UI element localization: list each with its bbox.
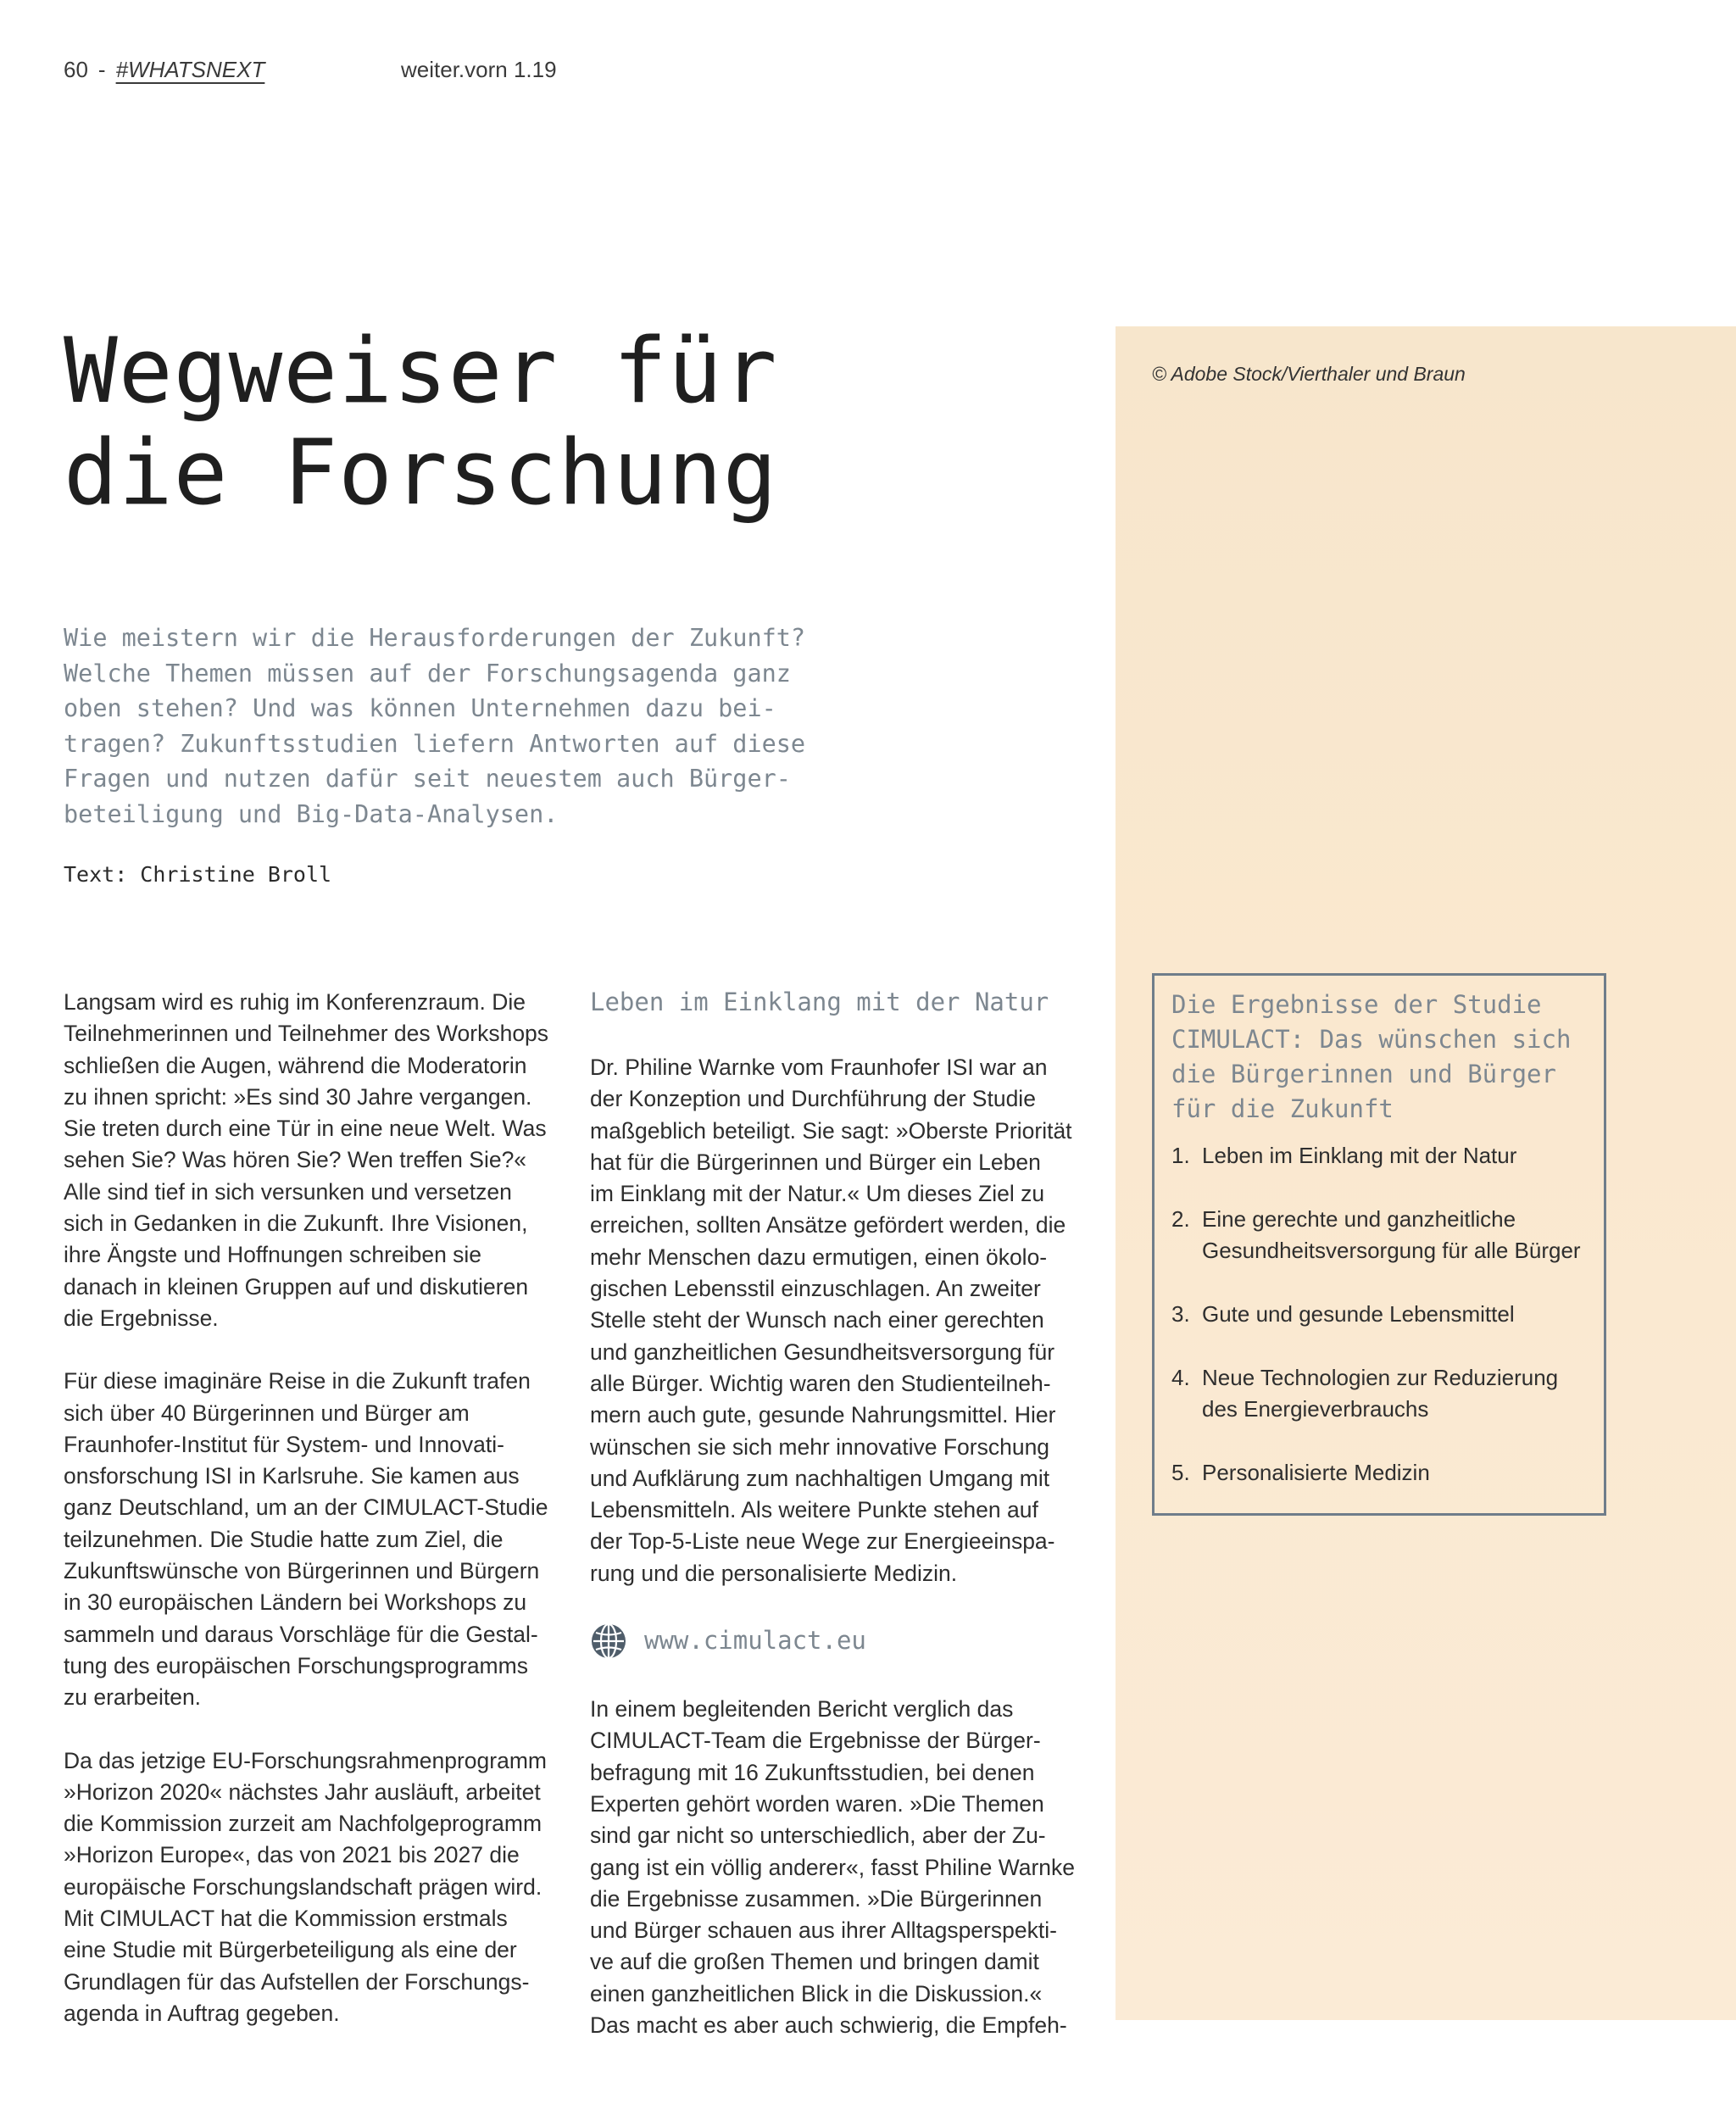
paragraph: Dr. Philine Warnke vom Fraunhofer ISI war an der Konzeption und Durchführung der Studie maßgeblich beteiligt. Sie sagt: »Oberste Priorität hat für die Bürgerinnen und Bürger ein Leben im Einklang mit der Natur.« Um dieses Ziel zu erreichen, sollten Ansätze gefördert werden, die mehr Menschen dazu ermutigen, einen ökolo- gischen Lebensstil einzuschlagen. An zweiter Stelle steht der Wunsch nach einer gerechten und ganzheitlichen Gesundheitsversorgung für alle Bürger. Wichtig waren den Studienteilneh- mern auch gute, gesunde Nahrungsmittel. Hier wünschen sie sich mehr innovative Forschung und Aufklärung zum nachhaltigen Umgang mit Lebensmitteln. Als weitere Punkte stehen auf der Top-5-Liste neue Wege zur Energieeinspa- rung und die personalisierte Medizin. <box>590 1055 1072 1586</box>
list-item <box>1171 1457 1587 1489</box>
list-item <box>1171 1362 1587 1425</box>
list-item <box>1171 1299 1587 1330</box>
section-tag-link[interactable]: #WHATSNEXT <box>115 56 265 82</box>
section-subheading: Leben im Einklang mit der Natur <box>590 988 1049 1016</box>
results-box <box>1152 973 1606 1516</box>
results-box-title: Die Ergebnisse der Studie CIMULACT: Das wünschen sich die Bürgerinnen und Bürger für die Zukunft <box>1171 990 1572 1123</box>
article-title: Wegweiser für die Forschung <box>64 319 778 525</box>
paragraph: Da das jetzige EU-Forschungsrahmenprogramm »Horizon 2020« nächstes Jahr ausläuft, arbeitet die Kommission zurzeit am Nachfolgeprogramm »Horizon Europe«, das von 2021 bis 2027 die europäische Forschungslandschaft prägen wird. Mit CIMULACT hat die Kommission erstmals eine Studie mit Bürgerbeteiligung als eine der Grundlagen für das Aufstellen der Forschungs- agenda in Auftrag gegeben. <box>64 1747 547 2026</box>
list-item-text: Neue Technologien zur Reduzierung des Energieverbrauchs <box>1202 1365 1559 1422</box>
body-column-2 <box>590 987 1099 2073</box>
list-item-number: 2. <box>1171 1206 1190 1232</box>
body-column-1 <box>64 987 572 2061</box>
page-number: 60 <box>64 56 88 82</box>
list-item <box>1171 1204 1587 1266</box>
list-item-number: 1. <box>1171 1143 1190 1168</box>
list-item-number: 4. <box>1171 1365 1190 1390</box>
paragraph: In einem begleitenden Bericht verglich das CIMULACT-Team die Ergebnisse der Bürger- befragung mit 16 Zukunftsstudien, bei denen Experten gehört worden waren. »Die Themen sind gar nicht so unterschiedlich, aber der Zu- gang ist ein völlig anderer«, fasst Philine Warnke die Ergebnisse zusammen. »Die Bürgerinnen und Bürger schauen aus ihrer Alltagsperspekti- ve auf die großen Themen und bringen damit einen ganzheitlichen Blick in die Diskussion.« Das macht es aber auch schwierig, die Empfeh- <box>590 1696 1076 2039</box>
list-item-number: 5. <box>1171 1460 1190 1485</box>
website-link[interactable] <box>590 1621 1099 1661</box>
article-author: Text: Christine Broll <box>64 862 332 887</box>
list-item-text: Gute und gesunde Lebensmittel <box>1202 1301 1515 1327</box>
list-item-text: Leben im Einklang mit der Natur <box>1202 1143 1517 1168</box>
header-separator: - <box>97 56 106 82</box>
paragraph: Für diese imaginäre Reise in die Zukunft trafen sich über 40 Bürgerinnen und Bürger am Fraunhofer-Institut für System- und Innovati- onsforschung ISI in Karlsruhe. Sie kamen aus ganz Deutschland, um an der CIMULACT-Studie teilzunehmen. Die Studie hatte zum Ziel, die Zukunftswünsche von Bürgerinnen und Bürgern in 30 europäischen Ländern bei Workshops zu sammeln und daraus Vorschläge für die Gestal- tung des europäischen Forschungsprogramms zu erarbeiten. <box>64 1368 548 1711</box>
list-item-text: Personalisierte Medizin <box>1202 1460 1430 1485</box>
image-credit: © Adobe Stock/Vierthaler und Braun <box>1152 363 1466 385</box>
list-item <box>1171 1140 1587 1172</box>
paragraph: Langsam wird es ruhig im Konferenzraum. Die Teilnehmerinnen und Teilnehmer des Workshops schließen die Augen, während die Moderatorin zu ihnen spricht: »Es sind 30 Jahre vergangen. Sie treten durch eine Tür in eine neue Welt. Was sehen Sie? Was hören Sie? Wen treffen Sie?« Alle sind tief in sich versunken und versetzen sich in Gedanken in die Zukunft. Ihre Visionen, ihre Ängste und Hoffnungen schreiben sie danach in kleinen Gruppen auf und diskutieren die Ergebnisse. <box>64 989 549 1331</box>
globe-icon <box>590 1622 627 1660</box>
list-item-text: Eine gerechte und ganzheitliche Gesundheitsversorgung für alle Bürger <box>1202 1206 1581 1263</box>
article-intro: Wie meistern wir die Herausforderungen der Zukunft? Welche Themen müssen auf der Forschungsagenda ganz oben stehen? Und was können Unternehmen dazu bei- tragen? Zukunftsstudien liefern Antworten auf diese Fragen und nutzen dafür seit neuestem auch Bürger- beteiligung und Big-Data-Analysen. <box>64 624 806 828</box>
results-list <box>1171 1140 1587 1489</box>
list-item-number: 3. <box>1171 1301 1190 1327</box>
page-header <box>64 53 557 86</box>
website-url[interactable]: www.cimulact.eu <box>644 1626 866 1656</box>
issue-label: weiter.vorn 1.19 <box>401 56 557 82</box>
